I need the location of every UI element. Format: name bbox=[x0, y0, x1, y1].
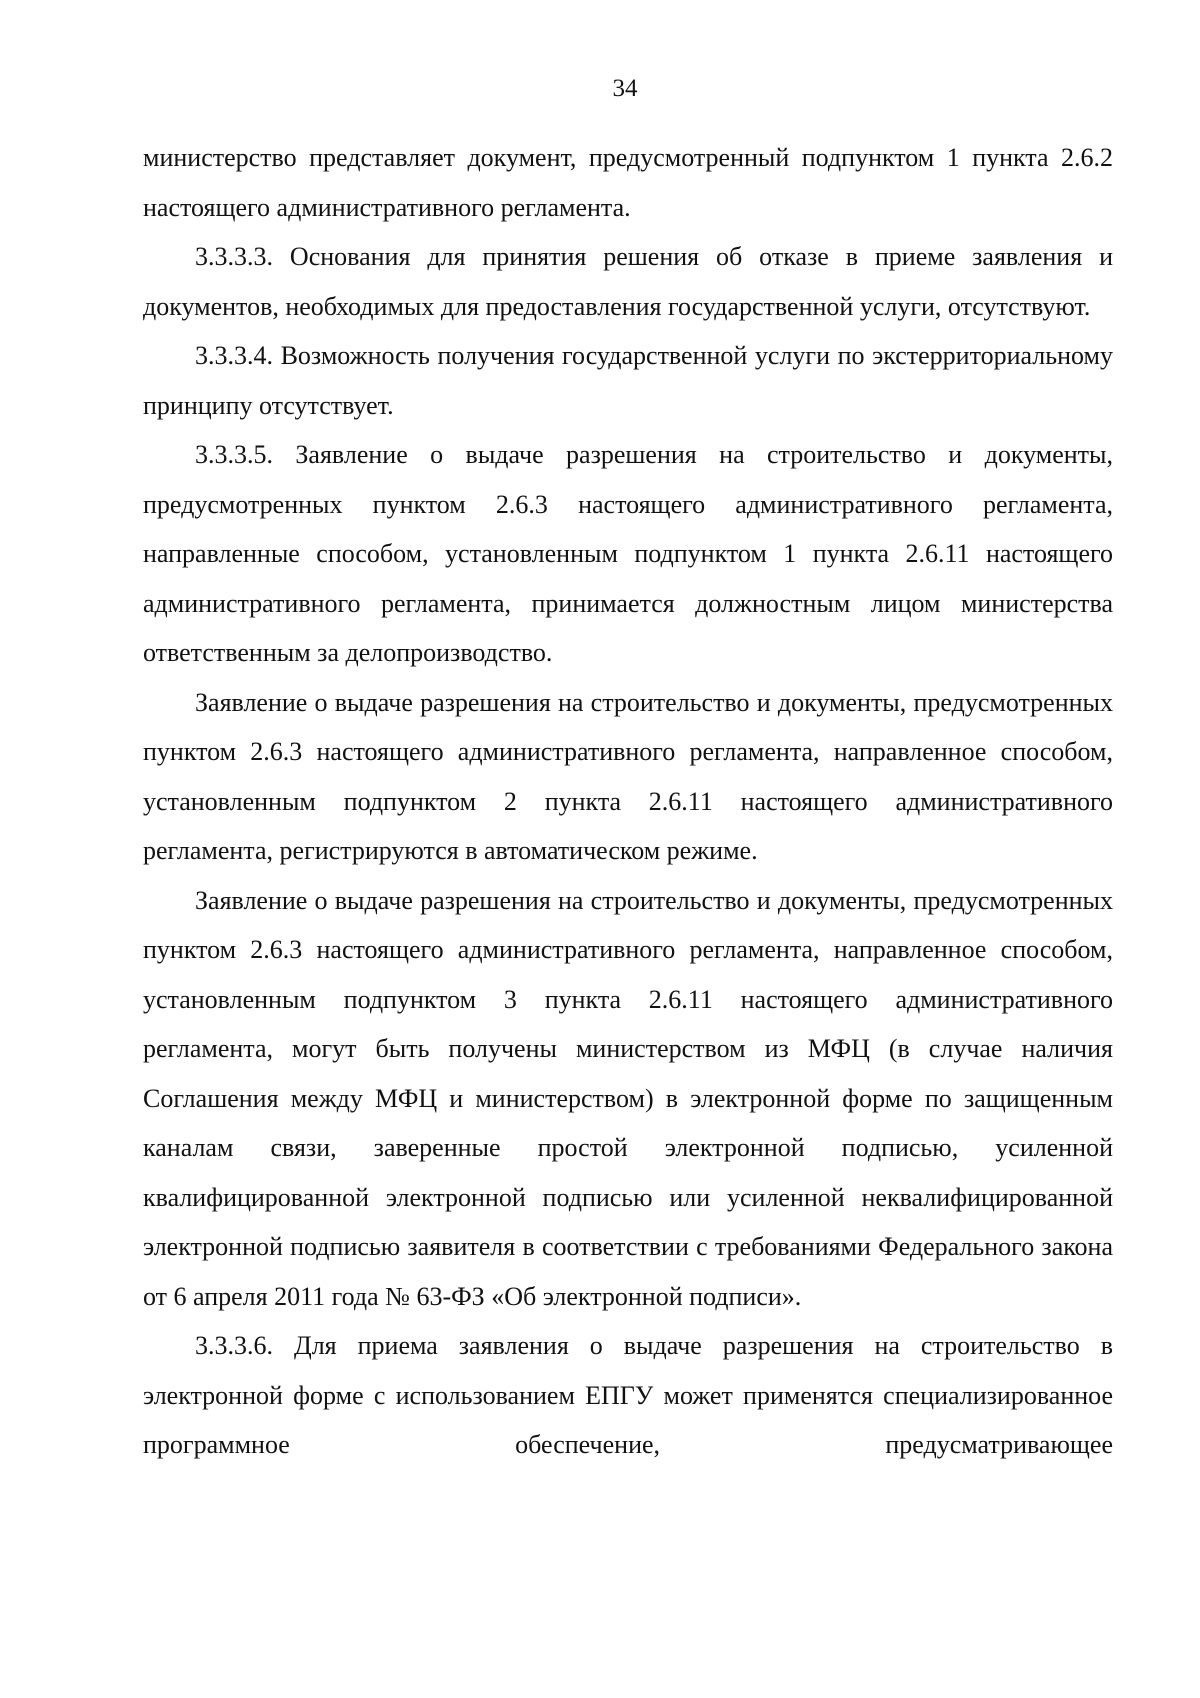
paragraph-application-mfc: Заявление о выдаче разрешения на строительство и документы, предусмотренных пунктом 2.6.3 настоящего административного регламента, направленное способом, установленным подпунктом 3 пункта 2.6.11 настоящего административного регламента, могут быть получены министерством из МФЦ (в случае наличия Соглашения между МФЦ и министерством) в электронной форме по защищенным каналам связи, заверенные простой электронной подписью, усиленной квалифицированной электронной подписью или усиленной неквалифицированной электронной подписью заявителя в соответствии с требованиями Федерального закона от 6 апреля 2011 года № 63-ФЗ «Об электронной подписи». bbox=[143, 885, 1113, 1311]
paragraph-3-3-3-6: 3.3.3.6. Для приема заявления о выдаче разрешения на строительство в электронной форме с использованием ЕПГУ может применятся специализированное программное обеспечение, предусматривающее bbox=[143, 1331, 1113, 1459]
paragraph-3-3-3-3: 3.3.3.3. Основания для принятия решения об отказе в приеме заявления и документов, необходимых для предоставления государственной услуги, отсутствуют. bbox=[143, 242, 1113, 321]
page-number: 34 bbox=[612, 75, 638, 102]
paragraph-3-3-3-5: 3.3.3.5. Заявление о выдаче разрешения на строительство и документы, предусмотренных пунктом 2.6.3 настоящего административного регламента, направленные способом, установленным подпунктом 1 пункта 2.6.11 настоящего административного регламента, принимается должностным лицом министерства ответственным за делопроизводство. bbox=[143, 440, 1113, 667]
paragraph-3-3-3-4: 3.3.3.4. Возможность получения государственной услуги по экстерриториальному принципу отсутствует. bbox=[143, 341, 1113, 420]
paragraph-application-automatic: Заявление о выдаче разрешения на строительство и документы, предусмотренных пунктом 2.6.3 настоящего административного регламента, направленное способом, установленным подпунктом 2 пункта 2.6.11 настоящего административного регламента, регистрируются в автоматическом режиме. bbox=[143, 687, 1113, 865]
paragraph-continuation: министерство представляет документ, предусмотренный подпунктом 1 пункта 2.6.2 настоящего административного регламента. bbox=[143, 143, 1113, 222]
document-body bbox=[143, 133, 1113, 1470]
